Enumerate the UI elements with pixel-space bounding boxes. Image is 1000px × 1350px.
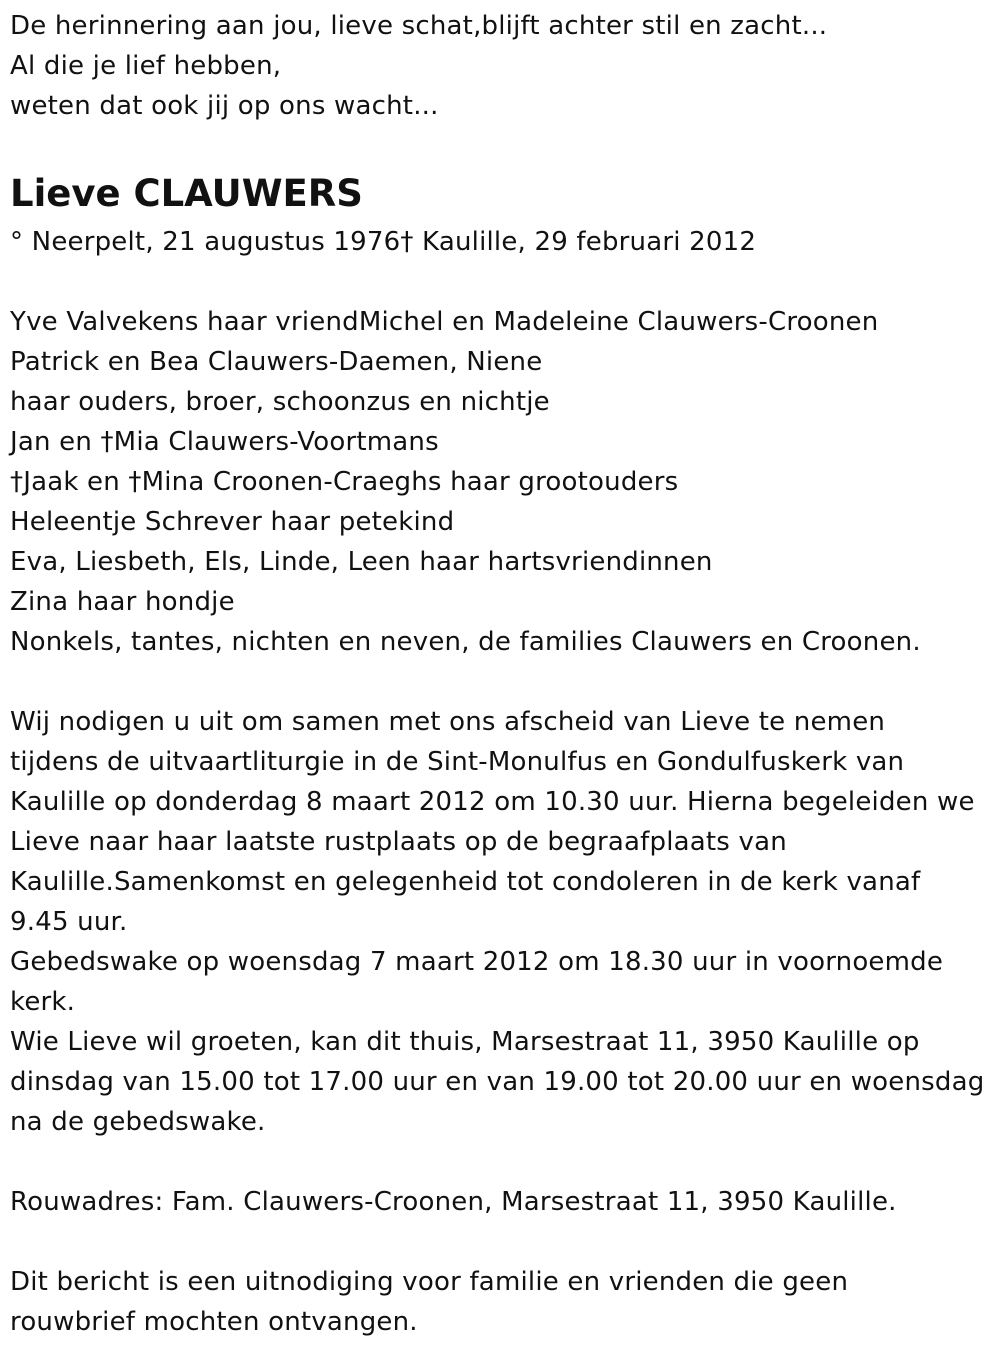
family-list <box>10 302 995 662</box>
funeral-invitation <box>10 702 995 1142</box>
invitation-line: Gebedswake op woensdag 7 maart 2012 om 18.30 uur in voornoemde <box>10 947 944 977</box>
invitation-line: Lieve naar haar laatste rustplaats op de begraafplaats van <box>10 827 787 857</box>
family-line: haar ouders, broer, schoonzus en nichtje <box>10 387 550 417</box>
invitation-line: na de gebedswake. <box>10 1107 266 1137</box>
spacer <box>10 1142 995 1182</box>
invitation-line: Wij nodigen u uit om samen met ons afscheid van Lieve te nemen <box>10 707 886 737</box>
spacer <box>10 126 995 166</box>
family-line: Nonkels, tantes, nichten en neven, de families Clauwers en Croonen. <box>10 627 921 657</box>
invitation-line: tijdens de uitvaartliturgie in de Sint-Monulfus en Gondulfuskerk van <box>10 747 905 777</box>
family-line: Jan en †Mia Clauwers-Voortmans <box>10 427 439 457</box>
closing-line: rouwbrief mochten ontvangen. <box>10 1307 418 1337</box>
closing-line: Dit bericht is een uitnodiging voor familie en vrienden die geen <box>10 1267 849 1297</box>
family-line: Eva, Liesbeth, Els, Linde, Leen haar hartsvriendinnen <box>10 547 713 577</box>
invitation-line: dinsdag van 15.00 tot 17.00 uur en van 19.00 tot 20.00 uur en woensdag <box>10 1067 985 1097</box>
invitation-line: Wie Lieve wil groeten, kan dit thuis, Marsestraat 11, 3950 Kaulille op <box>10 1027 920 1057</box>
family-line: Heleentje Schrever haar petekind <box>10 507 455 537</box>
family-line: Yve Valvekens haar vriendMichel en Madeleine Clauwers-Croonen <box>10 307 879 337</box>
birth-death-dates: ° Neerpelt, 21 augustus 1976† Kaulille, 29 februari 2012 <box>10 227 757 257</box>
closing-note <box>10 1262 995 1342</box>
family-line: Patrick en Bea Clauwers-Daemen, Niene <box>10 347 543 377</box>
invitation-line: 9.45 uur. <box>10 907 128 937</box>
invitation-line: Kaulille op donderdag 8 maart 2012 om 10.30 uur. Hierna begeleiden we <box>10 787 975 817</box>
spacer <box>10 262 995 302</box>
poem <box>10 6 995 126</box>
invitation-line: kerk. <box>10 987 76 1017</box>
family-line: †Jaak en †Mina Croonen-Craeghs haar grootouders <box>10 467 679 497</box>
deceased-name: Lieve CLAUWERS <box>10 172 363 215</box>
spacer <box>10 662 995 702</box>
obituary-notice <box>10 6 995 1342</box>
spacer <box>10 1222 995 1262</box>
invitation-line: Kaulille.Samenkomst en gelegenheid tot condoleren in de kerk vanaf <box>10 867 921 897</box>
family-line: Zina haar hondje <box>10 587 235 617</box>
poem-line: Al die je lief hebben, <box>10 51 282 81</box>
poem-line: weten dat ook jij op ons wacht... <box>10 91 439 121</box>
mourning-address: Rouwadres: Fam. Clauwers-Croonen, Marsestraat 11, 3950 Kaulille. <box>10 1187 897 1217</box>
poem-line: De herinnering aan jou, lieve schat,blijft achter stil en zacht... <box>10 11 828 41</box>
